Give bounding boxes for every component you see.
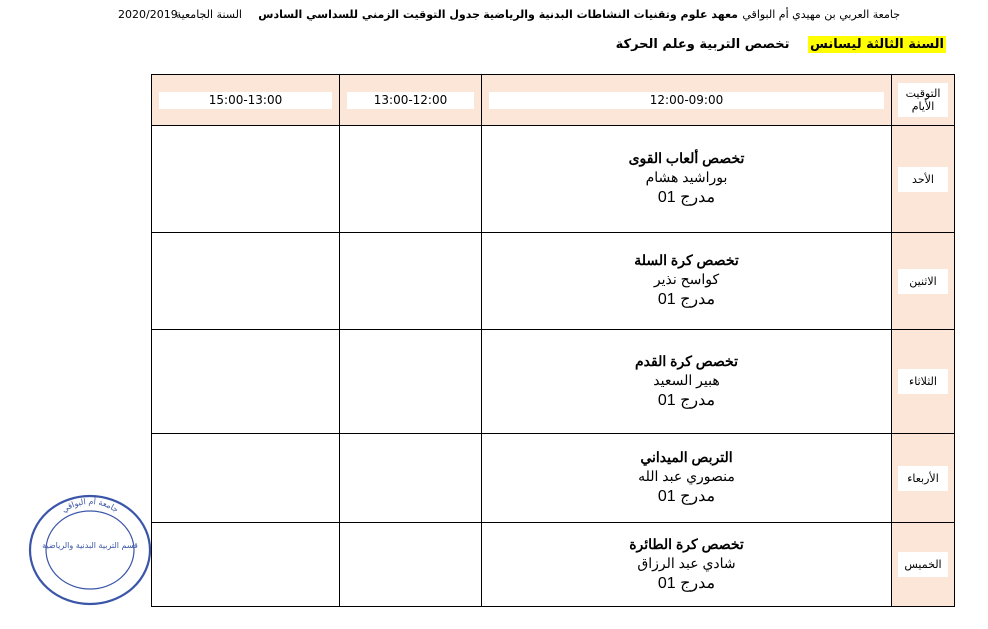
empty-cell xyxy=(152,523,340,607)
table-row xyxy=(152,126,955,233)
table-row xyxy=(152,523,955,607)
level-label: السنة الثالثة ليسانس xyxy=(810,37,944,52)
slot-header-3 xyxy=(152,75,340,126)
specialty-label: تخصص التربية وعلم الحركة xyxy=(615,37,790,52)
table-row xyxy=(152,233,955,330)
day-label: الثلاثاء xyxy=(898,369,948,394)
course-teacher: بوراشيد هشام xyxy=(645,169,728,185)
slot-label-1: 12:00-09:00 xyxy=(489,92,884,109)
schedule-title: جدول التوقيت الزمني للسداسي السادس xyxy=(258,8,480,21)
course-title: التربص الميداني xyxy=(640,449,733,465)
empty-cell xyxy=(152,330,340,434)
day-cell xyxy=(892,434,955,523)
course-teacher: كواسح نذير xyxy=(653,271,720,287)
course-cell xyxy=(482,233,892,330)
course-room: مدرج 01 xyxy=(657,291,716,308)
day-label: الأربعاء xyxy=(898,466,948,491)
slot-header-2 xyxy=(340,75,482,126)
course-room: مدرج 01 xyxy=(657,488,716,505)
course-cell xyxy=(482,330,892,434)
course-title: تخصص ألعاب القوى xyxy=(628,150,745,166)
corner-label-days: الأيام xyxy=(911,100,935,113)
empty-cell xyxy=(340,233,482,330)
official-stamp-icon xyxy=(24,488,156,608)
empty-cell xyxy=(152,126,340,233)
schedule-table xyxy=(151,74,955,607)
stamp-outer-text: جامعة أم البواقي xyxy=(59,496,121,515)
day-label: الأحد xyxy=(898,167,948,192)
day-cell xyxy=(892,330,955,434)
table-row xyxy=(152,434,955,523)
corner-label-time: التوقيت xyxy=(905,87,941,100)
course-room: مدرج 01 xyxy=(657,189,716,206)
course-teacher: هبير السعيد xyxy=(653,371,720,388)
day-label: الاثنين xyxy=(898,269,948,294)
day-cell xyxy=(892,233,955,330)
slot-label-3: 15:00-13:00 xyxy=(159,92,332,109)
corner-header xyxy=(892,75,955,126)
stamp-inner-text: قسم التربية البدنية والرياضية xyxy=(42,541,138,550)
empty-cell xyxy=(340,523,482,607)
empty-cell xyxy=(152,434,340,523)
course-cell xyxy=(482,434,892,523)
page-subtitle xyxy=(616,37,946,52)
empty-cell xyxy=(340,126,482,233)
slot-label-2: 13:00-12:00 xyxy=(347,92,474,109)
course-cell xyxy=(482,126,892,233)
institute-name: معهد علوم وتقنيات النشاطات البدنية والرياضية xyxy=(483,8,738,21)
academic-year-label: السنة الجامعية xyxy=(175,8,242,21)
course-cell xyxy=(482,523,892,607)
course-room: مدرج 01 xyxy=(657,574,716,592)
empty-cell xyxy=(340,434,482,523)
course-title: تخصص كرة القدم xyxy=(635,352,738,369)
day-cell xyxy=(892,126,955,233)
slot-header-1 xyxy=(482,75,892,126)
empty-cell xyxy=(340,330,482,434)
academic-year-value: 2020/2019 xyxy=(118,8,178,21)
course-teacher: شادي عبد الرزاق xyxy=(637,554,736,571)
course-teacher: منصوري عبد الله xyxy=(638,468,735,484)
empty-cell xyxy=(152,233,340,330)
table-row xyxy=(152,330,955,434)
day-cell xyxy=(892,523,955,607)
table-header-row xyxy=(152,75,955,126)
course-title: تخصص كرة السلة xyxy=(634,252,739,268)
course-title: تخصص كرة الطائرة xyxy=(629,535,744,552)
day-label: الخميس xyxy=(898,552,948,577)
university-name: جامعة العربي بن مهيدي أم البواقي xyxy=(742,8,900,21)
course-room: مدرج 01 xyxy=(657,391,716,409)
